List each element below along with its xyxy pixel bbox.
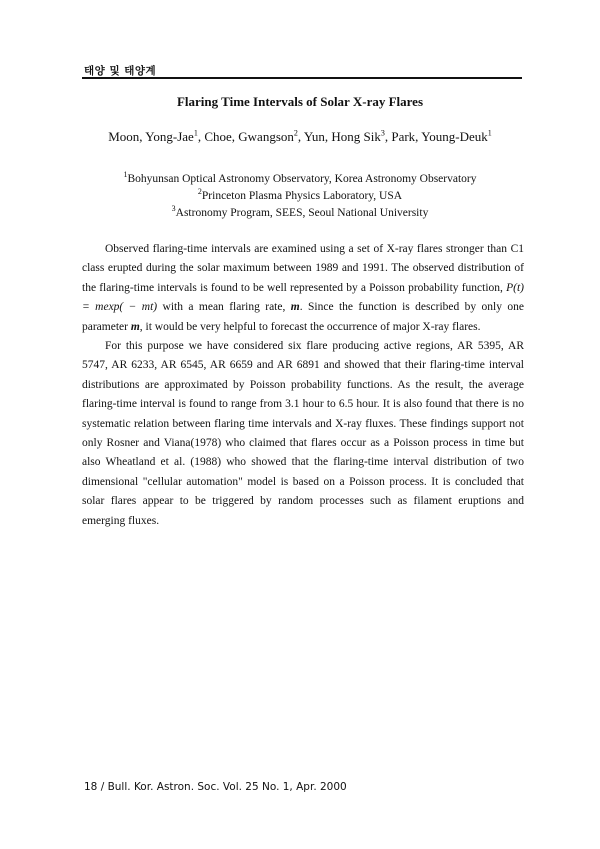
author-superscript: 3 (380, 128, 385, 138)
author-name: Choe, Gwangson (204, 129, 294, 144)
affiliation-text: Bohyunsan Optical Astronomy Observatory, Korea Astronomy Observatory (127, 173, 477, 185)
author-superscript: 1 (193, 128, 198, 138)
header-rule (82, 77, 522, 79)
affiliation (0, 188, 600, 205)
affiliation (0, 171, 600, 188)
author-name: Yun, Hong Sik (303, 129, 381, 144)
author-superscript: 1 (487, 128, 492, 138)
paragraph-text: . Since the function is described by only one parameter (82, 301, 524, 333)
paper-title: Flaring Time Intervals of Solar X-ray Flares (176, 94, 424, 109)
affiliation (0, 205, 600, 222)
paragraph-text: , it would be very helpful to forecast the occurrence of major X-ray flares. (139, 320, 481, 333)
abstract-paragraph-2: For this purpose we have considered six flare producing active regions, AR 5395, AR 5747, AR 6233, AR 6545, AR 6659 and AR 6891 and showed that their flaring-time interval distributions are approximated by Poisson probability functions. As the result, the average flaring-time interval is found to range from 3.1 hour to 6.5 hour. It is also found that there is no systematic relation between flaring time intervals and X-ray fluxes. These findings support not only Rosner and Viana(1978) who claimed that flares occur as a Poisson process in time but also Wheatland et al. (1988) who showed that the flaring-time interval distribution of two dimensional "cellular automation" model is based on a Poisson process. It is concluded that solar flares appear to be triggered by random processes such as filament eruptions and emerging fluxes. (82, 340, 524, 527)
paragraph-text: with a mean flaring rate, (162, 301, 286, 314)
parameter-symbol: m (130, 320, 140, 333)
paragraph-text: Observed flaring-time intervals are examined using a set of X-ray flares stronger than C1 class erupted during the solar maximum between 1989 and 1991. The observed distribution of the flaring-time intervals is found to be well represented by a Poisson probability function, (82, 243, 524, 294)
abstract-paragraph-1 (82, 240, 524, 337)
affiliation-list (0, 171, 600, 222)
affiliation-text: Astronomy Program, SEES, Seoul National University (175, 207, 429, 219)
abstract-body (82, 240, 524, 531)
section-label: 태양 및 태양계 (84, 65, 157, 77)
affiliation-superscript: 2 (197, 187, 202, 197)
author-name: Moon, Yong-Jae (108, 129, 194, 144)
footer-citation: 18 / Bull. Kor. Astron. Soc. Vol. 25 No. 1, Apr. 2000 (84, 781, 347, 793)
author-name: Park, Young-Deuk (391, 129, 488, 144)
affiliation-superscript: 3 (171, 204, 176, 214)
poisson-formula: P(t) = mexp( − mt) (82, 281, 524, 314)
author-superscript: 2 (293, 128, 298, 138)
affiliation-text: Princeton Plasma Physics Laboratory, USA (201, 190, 403, 202)
affiliation-superscript: 1 (123, 170, 128, 180)
parameter-symbol: m (290, 301, 300, 314)
author-list: Moon, Yong-Jae$^1$, Choe, Gwangson$^2$, Yun, Hong Sik$^3$, Park, Young-Deuk$^1$ (108, 128, 492, 144)
